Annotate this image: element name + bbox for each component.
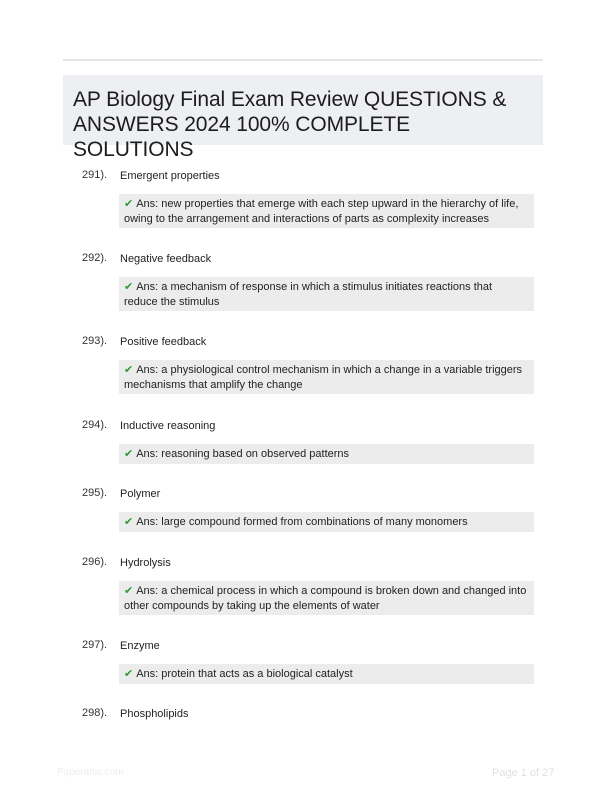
answer-text: a physiological control mechanism in which a change in a variable triggers mechanisms that amplify the change [124,364,523,391]
answer-prefix: Ans: [136,281,159,293]
answer-text: a mechanism of response in which a stimulus initiates reactions that reduce the stimulus [124,281,493,308]
check-icon: ✔ [124,364,134,376]
question-term: Phospholipids [120,708,189,720]
answer-box [119,360,534,394]
answer-prefix: Ans: [136,198,159,210]
question-number: 297). [82,639,108,651]
question-term: Emergent properties [120,170,220,182]
question-term: Positive feedback [120,336,207,348]
check-icon: ✔ [124,198,134,210]
answer-prefix: Ans: [136,448,159,460]
question-number: 295). [82,487,108,499]
answer-box [119,444,534,464]
question-term: Hydrolysis [120,557,171,569]
question-number: 296). [82,556,108,568]
check-icon: ✔ [124,585,134,597]
answer-box [119,512,534,532]
question-number: 291). [82,169,108,181]
answer-text: reasoning based on observed patterns [161,448,350,460]
answer-text: new properties that emerge with each step upward in the hierarchy of life, owing to the arrangement and interactions of parts as complexity increases [124,198,519,225]
question-number: 298). [82,707,108,719]
footer-site: Paperattic.com [57,767,124,778]
answer-prefix: Ans: [136,585,159,597]
check-icon: ✔ [124,281,134,293]
answer-text: large compound formed from combinations of many monomers [161,516,468,528]
title-banner [63,75,543,161]
top-divider [63,59,543,61]
page-indicator: Page 1 of 27 [492,767,555,779]
question-term: Polymer [120,488,161,500]
question-number: 293). [82,335,108,347]
question-number: 294). [82,419,108,431]
answer-prefix: Ans: [136,668,159,680]
document-title: AP Biology Final Exam Review QUESTIONS & ANSWERS 2024 100% COMPLETE SOLUTIONS [73,88,507,161]
answer-text: a chemical process in which a compound is broken down and changed into other compounds by taking up the elements of water [124,585,527,612]
answer-box [119,664,534,684]
check-icon: ✔ [124,448,134,460]
check-icon: ✔ [124,668,134,680]
question-number: 292). [82,252,108,264]
answer-box [119,194,534,228]
answer-prefix: Ans: [136,364,159,376]
answer-box [119,581,534,615]
question-term: Negative feedback [120,253,212,265]
check-icon: ✔ [124,516,134,528]
answer-box [119,277,534,311]
answer-text: protein that acts as a biological catalyst [161,668,353,680]
question-term: Enzyme [120,640,160,652]
answer-prefix: Ans: [136,516,159,528]
question-term: Inductive reasoning [120,420,216,432]
